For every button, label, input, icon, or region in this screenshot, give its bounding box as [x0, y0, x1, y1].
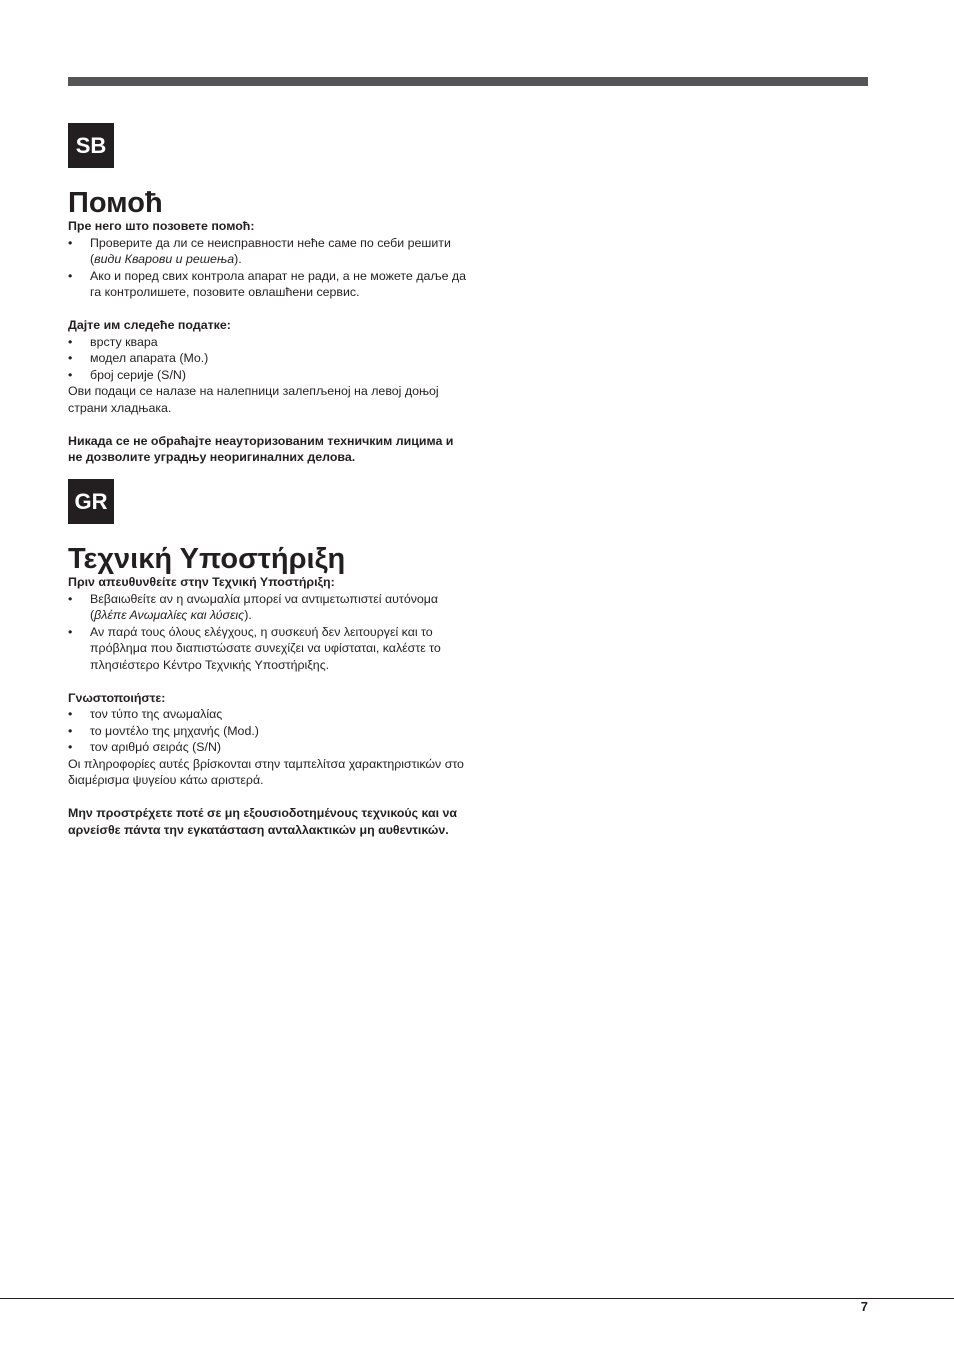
check-text-end: ). — [234, 252, 242, 266]
list-item — [68, 723, 468, 740]
bullet-icon: • — [68, 707, 73, 721]
bullet-icon: • — [68, 268, 73, 283]
info-item: модел апарата (Mo.) — [90, 351, 209, 365]
language-badge-gr: GR — [68, 479, 114, 524]
section-body — [68, 574, 468, 838]
bullet-icon: • — [68, 351, 73, 365]
intro-heading: Πριν απευθυνθείτε στην Τεχνική Υποστήριξη: — [68, 575, 335, 589]
info-item: број серије (S/N) — [90, 367, 186, 382]
language-badge-sb: SB — [68, 123, 114, 168]
info-heading: Дајте им следеће податке: — [68, 318, 231, 332]
warning-text: Μην προστρέχετε ποτέ σε μη εξουσιοδοτημένους τεχνικούς και να αρνείσθε πάντα την εγκατάσταση ανταλλακτικών μη αυθεντικών. — [68, 806, 458, 837]
list-item — [68, 706, 468, 723]
footer-rule — [0, 1298, 954, 1299]
bullet-icon: • — [68, 591, 73, 606]
section-gr — [68, 544, 468, 838]
list-item — [68, 268, 468, 301]
section-title: Τεχνική Υποστήριξη — [68, 543, 346, 575]
info-list — [68, 334, 468, 384]
check-reference: βλέπε Ανωμαλίες και λύσεις — [94, 608, 245, 622]
list-item — [68, 591, 468, 624]
check-reference: види Кварови и решења — [94, 252, 235, 266]
section-body — [68, 218, 468, 466]
bullet-icon: • — [68, 235, 73, 250]
intro-heading: Пре него што позовете помоћ: — [68, 219, 255, 233]
info-list — [68, 706, 468, 756]
info-heading: Γνωστοποιήστε: — [68, 690, 166, 705]
check-text: Ако и поред свих контрола апарат не ради, а не можете даље да га контролишете, позовите овлашћени сервис. — [90, 268, 467, 299]
info-item: τον τύπο της ανωμαλίας — [90, 707, 223, 721]
checks-list — [68, 235, 468, 301]
list-item — [68, 235, 468, 268]
header-rule — [68, 77, 868, 86]
section-sb — [68, 188, 468, 466]
list-item — [68, 334, 468, 351]
check-text: Проверите да ли се неисправности неће саме по себи решити ( — [90, 235, 451, 266]
warning-text: Никада се не обраћајте неауторизованим техничким лицима и не дозволите уградњу неоригиналних делова. — [68, 433, 454, 464]
check-text-end: ). — [244, 608, 252, 622]
check-text: Αν παρά τους όλους ελέγχους, η συσκευή δεν λειτουργεί και το πρόβλημα που διαπιστώσατε συνεχίζει να υφίσταται, καλέστε το πλησιέστερο Κέντρο Τεχνικής Υποστήριξης. — [90, 624, 441, 672]
section-title: Помоћ — [68, 187, 163, 219]
list-item — [68, 624, 468, 674]
info-item: врсту квара — [90, 334, 158, 349]
bullet-icon: • — [68, 624, 73, 639]
page-number: 7 — [860, 1299, 868, 1314]
check-text: Βεβαιωθείτε αν η ανωμαλία μπορεί να αντιμετωπιστεί αυτόνομα ( — [90, 591, 439, 622]
checks-list — [68, 591, 468, 674]
list-item — [68, 739, 468, 756]
info-item: τον αριθμό σειράς (S/N) — [90, 740, 222, 754]
bullet-icon: • — [68, 367, 73, 382]
list-item — [68, 350, 468, 367]
bullet-icon: • — [68, 723, 73, 738]
info-note: Ови подаци се налазе на налепници залепљеној на левој доњој страни хладњака. — [68, 384, 439, 415]
list-item — [68, 367, 468, 384]
bullet-icon: • — [68, 740, 73, 754]
info-note: Οι πληροφορίες αυτές βρίσκονται στην ταμπελίτσα χαρακτηριστικών στο διαμέρισμα ψυγείου κάτω αριστερά. — [68, 756, 464, 787]
info-item: το μοντέλο της μηχανής (Mod.) — [90, 723, 259, 738]
bullet-icon: • — [68, 334, 73, 349]
